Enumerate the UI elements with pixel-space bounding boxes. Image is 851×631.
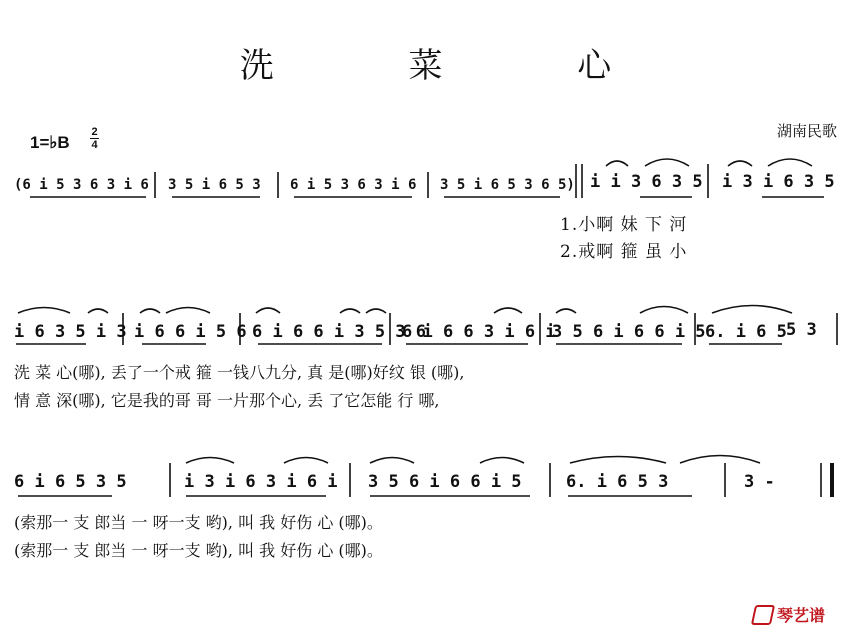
system-2-measure-3: 6 i 6 6 i 3 5 3 6 [252, 322, 426, 342]
slur [370, 458, 414, 464]
system-2-measure-1: i 6 3 5 i 3 [14, 322, 127, 342]
slur [768, 159, 812, 166]
meter-bottom: 4 [91, 139, 98, 151]
slur [480, 458, 524, 464]
slur [18, 308, 70, 314]
slur [366, 309, 386, 313]
slur [606, 161, 628, 166]
song-origin: 湖南民歌 [776, 122, 837, 140]
system-3-measure-1: 6 i 6 5 3 5 [14, 472, 127, 492]
system-1-measure-6: i 3 i 6 3 5 [722, 172, 835, 192]
slur [256, 308, 280, 313]
slur [88, 309, 108, 313]
slur [340, 309, 360, 313]
slur [166, 308, 210, 314]
meter-top: 2 [91, 126, 98, 138]
system-2-lyric-2: 情 意 深(哪), 它是我的哥 哥 一片那个心, 丢 了它怎能 行 哪, [14, 391, 440, 410]
key-signature: 1=♭B [30, 133, 70, 152]
system-2-measure-4: 6 i 6 6 3 i 6 i [402, 322, 556, 342]
system-1-lyric-2: 2.戒啊 箍 虽 小 [560, 242, 688, 262]
slur [140, 309, 160, 313]
watermark [753, 603, 825, 626]
watermark-text: 琴艺谱 [776, 606, 825, 625]
system-1-measure-3: 6 i 5 3 6 3 i 6 [290, 177, 417, 193]
slur [728, 161, 752, 166]
slur [570, 457, 666, 464]
system-1-measure-2: 3 5 i 6 5 3 [168, 177, 261, 193]
slur [284, 458, 328, 464]
system-3-measure-5: 3 - [744, 472, 775, 492]
system-1-measure-4: 3 5 i 6 5 3 6 5) [440, 177, 575, 193]
slur [556, 309, 576, 313]
system-1-measure-1: (6 i 5 3 6 3 i 6 [14, 177, 149, 193]
tie [680, 456, 760, 464]
song-title: 洗 菜 心 [239, 46, 674, 86]
system-3-measure-4: 6. i 6 5 3 [566, 472, 669, 492]
slur [712, 306, 792, 314]
slur [640, 307, 688, 314]
system-2-measure-5: 3 5 6 i 6 6 i 5 [552, 322, 706, 342]
system-2-measure-2: i 6 6 i 5 6 [134, 322, 247, 342]
qinyipu-logo-icon [751, 605, 775, 625]
system-3-lyric-2: (索那一 支 郎当 一 呀一支 哟), 叫 我 好伤 心 (哪)。 [14, 541, 383, 560]
system-2-measure-7: 5 3 [786, 320, 817, 340]
system-3-lyric-1: (索那一 支 郎当 一 呀一支 哟), 叫 我 好伤 心 (哪)。 [14, 513, 383, 532]
system-2-lyric-1: 洗 菜 心(哪), 丢了一个戒 箍 一钱八九分, 真 是(哪)好纹 银 (哪), [14, 363, 465, 382]
system-1-lyric-1: 1.小啊 妹 下 河 [560, 215, 688, 235]
slur [494, 308, 522, 313]
slur [186, 458, 234, 464]
system-3-measure-2: i 3 i 6 3 i 6 i [184, 472, 338, 492]
system-1-measure-5: i i 3 6 3 5 [590, 172, 703, 192]
system-3-measure-3: 3 5 6 i 6 6 i 5 [368, 472, 522, 492]
slur [645, 159, 689, 166]
system-2-measure-6: 6. i 6 5 [705, 322, 787, 342]
